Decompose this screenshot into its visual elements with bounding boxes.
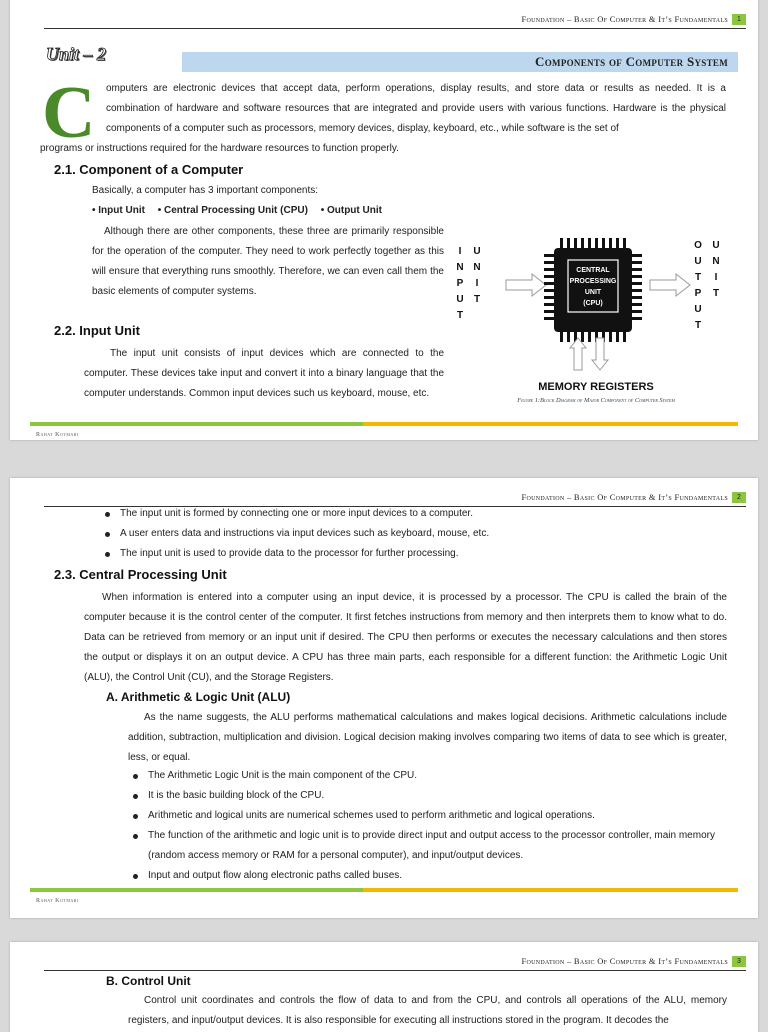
- unit-letter: N: [473, 262, 481, 273]
- unit-letter: N: [712, 256, 720, 267]
- input-letter: N: [456, 262, 464, 273]
- memory-arrow-down-icon: [592, 338, 608, 370]
- section-2-2-body: The input unit consists of input devices which are connected to the computer. These devices take input and convert it into a binary language that the computer understands. Common input devices such us keyboard, mouse, etc.: [84, 348, 444, 399]
- output-letter: U: [694, 256, 702, 267]
- output-letter: O: [694, 240, 702, 251]
- list-item: Arithmetic and logical units are numerical schemes used to perform arithmetic and logical operations.: [128, 806, 730, 826]
- output-letter: U: [694, 304, 702, 315]
- component-input: • Input Unit: [92, 205, 145, 216]
- list-item: It is the basic building block of the CPU.: [128, 786, 730, 806]
- input-unit-bullets: [100, 504, 740, 564]
- unit-letter: I: [714, 272, 718, 283]
- cpu-label-line: CENTRAL: [576, 267, 610, 274]
- section-2-2-heading: 2.2. Input Unit: [54, 323, 140, 338]
- header-title: Foundation – Basic Of Computer & It’s Fundamentals: [521, 956, 728, 966]
- unit-letter: U: [712, 240, 720, 251]
- footer-bar: [30, 422, 738, 426]
- list-item: The input unit is formed by connecting one or more input devices to a computer.: [100, 504, 740, 524]
- drop-cap: C: [42, 72, 96, 154]
- unit-label: Unit – 2: [46, 44, 107, 64]
- page-header: [521, 12, 746, 26]
- footer-author: Rahat Kotmari: [36, 898, 79, 904]
- unit-letter: T: [712, 288, 720, 299]
- output-letter: T: [694, 320, 702, 331]
- unit-letter: U: [473, 246, 481, 257]
- intro-paragraph: omputers are electronic devices that accept data, perform operations, display results, and store data or results as needed. It is a combination of hardware and software resources that are integrated and provide users with various functions. Hardware is the physical components of a computer such as processors, memory devices, display, keyboard, etc., while software is the set of: [106, 83, 726, 134]
- input-letter: T: [456, 310, 464, 321]
- section-2-3-body: When information is entered into a computer using an input device, it is processed by a processor. The CPU is called the brain of the computer because it is the control center of the computer. It first fetches instructions from memory and then interprets them to know what to do. Data can be retrieved from memory or an input unit if desired. The CPU then performs or executes the necessary calculations and then stores the output or displays it on an output device. A CPU has three main parts, each responsible for a different function: the Arithmetic Logic Unit (ALU), the Control Unit (CU), and the Storage Registers.: [84, 592, 727, 683]
- cpu-label-line: UNIT: [584, 289, 602, 296]
- footer-bar: [30, 888, 738, 892]
- list-item: Input and output flow along electronic paths called buses.: [128, 866, 730, 886]
- document-page-1: [10, 0, 758, 440]
- memory-arrow-up-icon: [570, 338, 586, 370]
- page-number: 2: [732, 492, 746, 503]
- unit-letter: T: [473, 294, 481, 305]
- section-2-1-body: Although there are other components, these three are primarily responsible for the operation of the computer. They need to work perfectly together as this will ensure that everything runs smoothly. Therefore, we can even call them the basic elements of computer systems.: [92, 226, 444, 297]
- block-diagram: [450, 232, 740, 412]
- intro-paragraph-end: programs or instructions required for the hardware resources to function properly.: [40, 143, 399, 154]
- output-arrow-icon: [650, 274, 690, 296]
- list-item: The Arithmetic Logic Unit is the main component of the CPU.: [128, 766, 730, 786]
- component-cpu: • Central Processing Unit (CPU): [157, 205, 308, 216]
- document-page-3: [10, 942, 758, 1032]
- page-number: 3: [732, 956, 746, 967]
- output-letter: T: [694, 272, 702, 283]
- footer-author: Rahat Kotmari: [36, 432, 79, 438]
- figure-caption: Figure 1:Block Diagram of Major Component of Computer System: [517, 397, 675, 404]
- header-title: Foundation – Basic Of Computer & It’s Fundamentals: [521, 14, 728, 24]
- page-header: [521, 490, 746, 504]
- input-arrow-icon: [506, 274, 546, 296]
- control-unit-heading: B. Control Unit: [106, 974, 191, 988]
- page-header: [521, 954, 746, 968]
- section-2-1-lead: Basically, a computer has 3 important components:: [92, 185, 319, 196]
- document-page-2: [10, 478, 758, 918]
- page-number: 1: [732, 14, 746, 25]
- chapter-title-bar: [182, 52, 738, 72]
- list-item: A user enters data and instructions via input devices such as keyboard, mouse, etc.: [100, 524, 740, 544]
- header-rule: [44, 970, 746, 971]
- cpu-label-line: (CPU): [583, 300, 603, 307]
- input-letter: I: [458, 246, 462, 257]
- component-list: [92, 205, 392, 216]
- unit-letter: I: [475, 278, 479, 289]
- memory-registers-label: MEMORY REGISTERS: [538, 381, 654, 393]
- cpu-label-line: PROCESSING: [569, 278, 617, 285]
- output-letter: P: [694, 288, 702, 299]
- list-item: The input unit is used to provide data to the processor for further processing.: [100, 544, 740, 564]
- alu-bullets: [128, 766, 730, 886]
- alu-body: As the name suggests, the ALU performs mathematical calculations and makes logical decisions. Arithmetic calculations include addition, subtraction, multiplication and division. Logical decision making involves comparing two items of data to see which is greater, less, or equal.: [128, 712, 727, 763]
- section-2-1-heading: 2.1. Component of a Computer: [54, 162, 244, 177]
- section-2-3-heading: 2.3. Central Processing Unit: [54, 567, 227, 582]
- alu-heading: A. Arithmetic & Logic Unit (ALU): [106, 690, 291, 704]
- control-unit-body: Control unit coordinates and controls the flow of data to and from the CPU, and controls all operations of the ALU, memory registers, and input/output devices. It is also responsible for executing all instructions stored in the program. It decodes the: [128, 995, 727, 1026]
- list-item: The function of the arithmetic and logic unit is to provide direct input and output access to the processor controller, main memory (random access memory or RAM for a personal computer), and input/output devices.: [128, 826, 730, 866]
- header-title: Foundation – Basic Of Computer & It’s Fundamentals: [521, 492, 728, 502]
- chapter-title: Components of Computer System: [535, 54, 728, 69]
- input-letter: U: [456, 294, 464, 305]
- component-output: • Output Unit: [320, 205, 382, 216]
- header-rule: [44, 28, 746, 29]
- input-letter: P: [456, 278, 464, 289]
